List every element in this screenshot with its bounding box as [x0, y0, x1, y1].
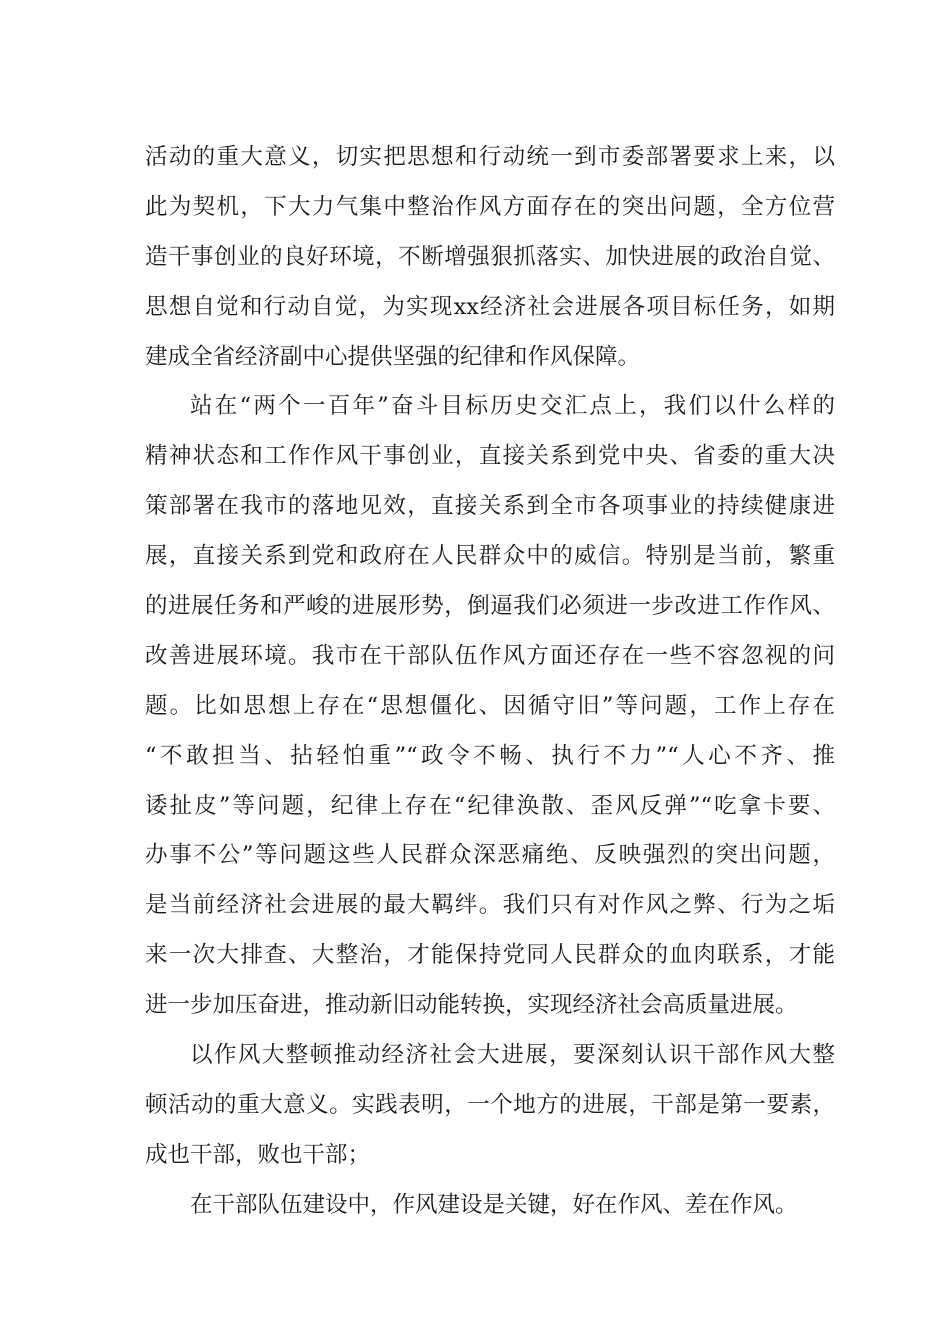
text-line: “不敢担当、拈轻怕重”“政令不畅、执行不力”“人心不齐、推	[145, 742, 835, 769]
text-line: 展，直接关系到党和政府在人民群众中的威信。特别是当前，繁重	[145, 543, 835, 570]
text-line: 建成全省经济副中心提供坚强的纪律和作风保障。	[145, 343, 641, 370]
text-line: 来一次大排查、大整治，才能保持党同人民群众的血肉联系，才能	[145, 942, 835, 969]
text-line: 思想自觉和行动自觉，为实现xx经济社会进展各项目标任务，如期	[145, 293, 835, 320]
text-line: 办事不公”等问题这些人民群众深恶痛绝、反映强烈的突出问题，	[145, 842, 835, 869]
text-line: 活动的重大意义，切实把思想和行动统一到市委部署要求上来，以	[145, 144, 835, 170]
body-text	[145, 133, 835, 1231]
text-line: 成也干部，败也干部；	[145, 1141, 371, 1168]
text-line: 站在“两个一百年”奋斗目标历史交汇点上，我们以什么样的	[190, 393, 835, 420]
text-line: 是当前经济社会进展的最大羁绊。我们只有对作风之弊、行为之垢	[145, 892, 835, 919]
text-line: 策部署在我市的落地见效，直接关系到全市各项事业的持续健康进	[145, 493, 835, 520]
text-line: 顿活动的重大意义。实践表明，一个地方的进展，干部是第一要素，	[145, 1091, 835, 1118]
text-line: 的进展任务和严峻的进展形势，倒逼我们必须进一步改进工作作风、	[145, 593, 835, 620]
text-line: 此为契机，下大力气集中整治作风方面存在的突出问题，全方位营	[145, 193, 835, 220]
text-line: 题。比如思想上存在“思想僵化、因循守旧”等问题，工作上存在	[145, 692, 835, 719]
text-line: 以作风大整顿推动经济社会大进展，要深刻认识干部作风大整	[190, 1042, 835, 1069]
text-line: 进一步加压奋进，推动新旧动能转换，实现经济社会高质量进展。	[145, 992, 798, 1019]
text-line: 造干事创业的良好环境，不断增强狠抓落实、加快进展的政治自觉、	[145, 243, 835, 270]
text-line: 精神状态和工作作风干事创业，直接关系到党中央、省委的重大决	[145, 443, 835, 470]
text-line: 在干部队伍建设中，作风建设是关键，好在作风、差在作风。	[190, 1191, 798, 1218]
text-line: 诿扯皮”等问题，纪律上存在“纪律涣散、歪风反弹”“吃拿卡要、	[145, 792, 835, 819]
text-line: 改善进展环境。我市在干部队伍作风方面还存在一些不容忽视的问	[145, 642, 835, 669]
